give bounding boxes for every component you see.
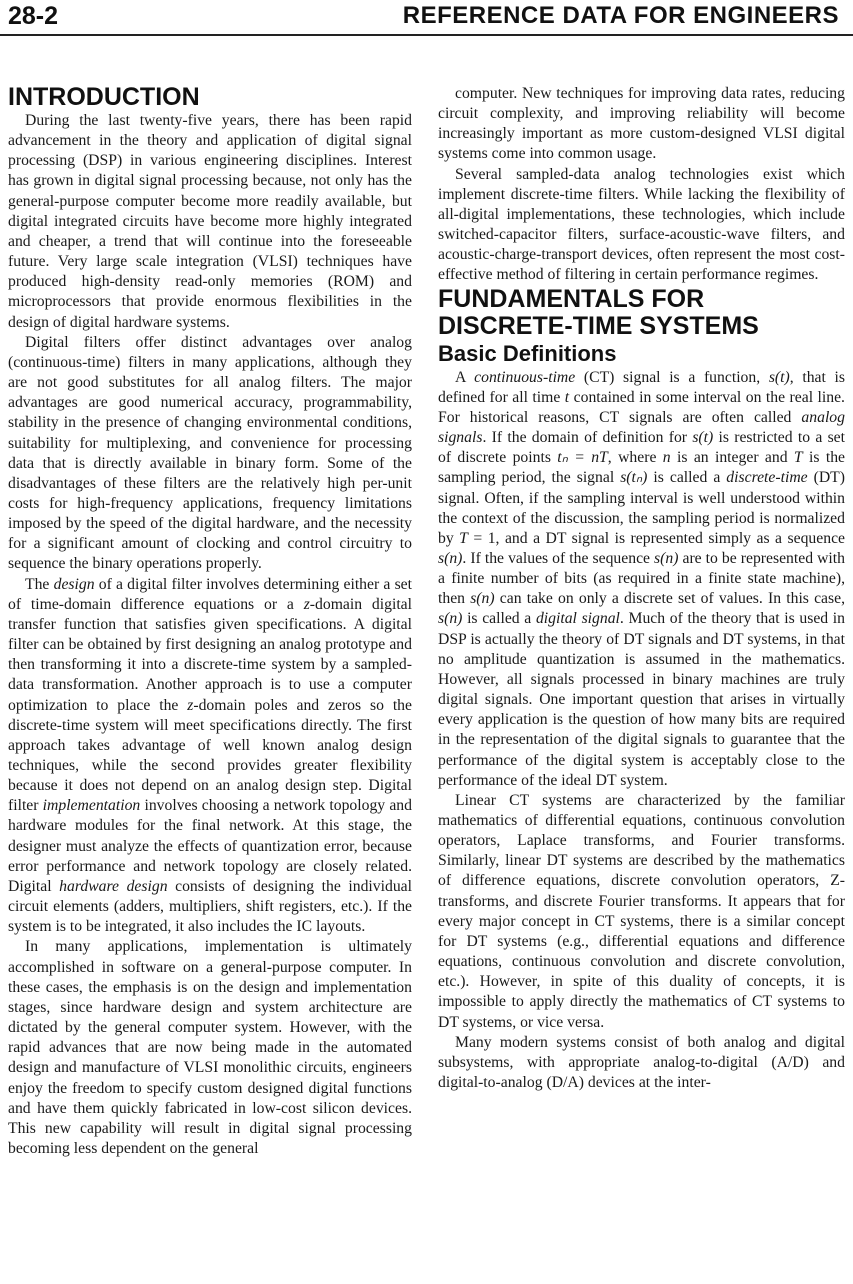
italic-term: s(n) bbox=[438, 610, 463, 628]
left-paragraphs bbox=[8, 111, 412, 1159]
text-run: . If the domain of definition for bbox=[482, 429, 693, 447]
italic-term: discrete-time bbox=[726, 469, 808, 487]
definitions-paragraph bbox=[438, 791, 845, 1033]
right-column bbox=[438, 84, 845, 1093]
text-run: Digital filters offer distinct advantages over analog (continuous-time) filters in many applications, although they are not good substitutes for all analog filters. The major advantages are good numerical accuracy, programmability, stability in the presence of changing environmental conditions, suitability for multiplexing, and convenience for processing data that is directly available in binary form. Some of the disadvantages of these filters are the relatively high per-unit costs for high-frequency applications, frequency limitations imposed by the speed of the digital hardware, and the necessity for a significant amount of clocking and control circuitry to sequence the binary operations properly. bbox=[8, 333, 412, 573]
text-run: Several sampled-data analog technologies exist which implement discrete-time filters. While lacking the flexibility of all-digital implementations, these technologies, which include switched-capacitor filters, surface-acoustic-wave filters, and acoustic-charge-transport devices, often represent the most cost-effective method of filtering in certain performance regimes. bbox=[438, 165, 845, 284]
italic-term: continuous-time bbox=[474, 368, 576, 386]
header-rule bbox=[0, 34, 853, 36]
text-run: , that is defined for all time bbox=[438, 368, 845, 406]
left-column-paragraph bbox=[8, 575, 412, 938]
italic-term: s(n) bbox=[654, 549, 679, 567]
text-run: are to be represented with a finite number of bits (as required in a finite state machine), then bbox=[438, 549, 845, 608]
text-run: In many applications, implementation is ultimately accomplished in software on a general-purpose computer. In these cases, the emphasis is on the design and implementation stages, since hardware design and system architecture are dictated by the general computer system. However, with the rapid advances that are now being made in the automated design and manufacture of VLSI monolithic circuits, engineers enjoy the freedom to specify custom designed digital functions and have them quickly fabricated in low-cost silicon devices. This new capability will result in digital signal processing becoming less dependent on the general bbox=[8, 938, 412, 1157]
left-column bbox=[8, 84, 412, 1159]
text-run: involves choosing a network topology and hardware modules for the final network. At this stage, the designer must analyze the effects of quantization error, because error performance and network topology are closely related. Digital bbox=[8, 797, 412, 895]
text-run: contained in some interval on the real line. For historical reasons, CT signals are often called bbox=[438, 388, 845, 426]
page-header bbox=[0, 0, 853, 36]
italic-term: implementation bbox=[42, 797, 141, 815]
text-run: is called a bbox=[462, 610, 536, 628]
text-run: (DT) signal. Often, if the sampling interval is well understood within the context of the discussion, the sampling period is normalized by bbox=[438, 469, 845, 547]
right-paragraphs-top bbox=[438, 84, 845, 286]
text-run: computer. New techniques for improving data rates, reducing circuit complexity, and improving reliability will become increasingly important as more custom-designed VLSI digital systems come into common usage. bbox=[438, 85, 845, 163]
italic-term: tₙ = nT bbox=[557, 449, 608, 467]
left-column-paragraph bbox=[8, 111, 412, 333]
italic-term: s(n) bbox=[438, 549, 463, 567]
text-run: consists of designing the individual circuit elements (adders, multipliers, shift registers, etc.). If the system is to be integrated, it also includes the IC layouts. bbox=[8, 877, 412, 936]
text-run: = 1, and a DT signal is represented simply as a sequence bbox=[467, 529, 845, 547]
text-run: -domain digital transfer function that satisfies given specifications. A digital filter can be obtained by first designing an analog prototype and then transforming it into a discrete-time system by a sampled-data transformation. Another approach is to use a computer optimization to place the bbox=[8, 595, 412, 714]
text-run: The bbox=[25, 575, 54, 593]
text-run: of a digital filter involves determining either a set of time-domain difference equations or a bbox=[8, 575, 412, 613]
italic-term: hardware design bbox=[59, 877, 168, 895]
italic-term: T bbox=[459, 529, 468, 547]
text-run: is restricted to a set of discrete points bbox=[438, 429, 845, 467]
section-heading-line-2: DISCRETE-TIME SYSTEMS bbox=[438, 311, 759, 340]
text-run: -domain poles and zeros so the discrete-time system will meet specifications directly. The first approach takes advantage of well known analog design techniques, while the second provides greater flexibility because it does not depend on an analog design step. Digital filter bbox=[8, 696, 412, 815]
italic-term: z bbox=[187, 696, 194, 714]
right-column-paragraph bbox=[438, 165, 845, 286]
text-run: . If the values of the sequence bbox=[462, 549, 655, 567]
italic-term: n bbox=[662, 449, 671, 467]
italic-term: s(t) bbox=[768, 368, 790, 386]
italic-term: analog signals bbox=[438, 408, 845, 447]
definitions-paragraph bbox=[438, 1033, 845, 1093]
italic-term: s(tₙ) bbox=[620, 469, 648, 487]
page-number: 28-2 bbox=[8, 2, 59, 30]
running-title: REFERENCE DATA FOR ENGINEERS bbox=[402, 2, 839, 29]
right-column-paragraph bbox=[438, 84, 845, 165]
definitions-paragraph bbox=[438, 368, 845, 791]
text-run: is called a bbox=[647, 469, 727, 487]
italic-term: T bbox=[793, 449, 803, 467]
left-column-paragraph bbox=[8, 937, 412, 1159]
left-column-paragraph bbox=[8, 333, 412, 575]
text-run: can take on only a discrete set of values. In this case, bbox=[494, 590, 845, 608]
text-run: Linear CT systems are characterized by the familiar mathematics of differential equations, continuous convolution operators, Laplace transforms, and Fourier transforms. Similarly, linear DT systems are described by the mathematics of difference equations, discrete convolution operators, Z-transforms, and discrete Fourier transforms. It appears that for every major concept in CT systems, there is a similar concept for DT systems (e.g., differential equations and difference equations, continuous convolution and discrete convolution, etc.). However, in spite of this duality of concepts, it is impossible to apply directly the mathematics of CT systems to DT systems, or vice versa. bbox=[438, 791, 845, 1031]
text-run: is the sampling period, the signal bbox=[438, 449, 846, 487]
italic-term: design bbox=[53, 575, 95, 593]
text-run: During the last twenty-five years, there has been rapid advancement in the theory and application of digital signal processing (DSP) in various engineering disciplines. Interest has grown in digital signal processing because, not only has the general-purpose computer become more readily available, but digital integrated circuits have become more highly integrated and cheaper, a trend that will continue into the foreseeable future. Very large scale integration (VLSI) techniques have produced high-density read-only memories (ROM) and microprocessors that provide enormous flexibilities in the design of digital hardware systems. bbox=[8, 112, 412, 331]
text-run: (CT) signal is a function, bbox=[575, 368, 769, 386]
right-paragraphs-bottom bbox=[438, 368, 845, 1094]
italic-term: s(t) bbox=[692, 429, 714, 447]
italic-term: s(n) bbox=[470, 590, 495, 608]
italic-term: z bbox=[303, 595, 310, 613]
text-run: , where bbox=[607, 449, 663, 467]
subsection-heading-basic-definitions: Basic Definitions bbox=[438, 340, 617, 366]
italic-term: t bbox=[564, 388, 570, 406]
section-heading-line-1: FUNDAMENTALS FOR bbox=[438, 284, 705, 313]
text-run: . Much of the theory that is used in DSP is actually the theory of DT signals and DT systems, in that no amplitude quantization is assumed in the mathematics. However, all signals processed in binary machines are truly digital signals. One important question that arises in virtually every application is the question of how many bits are required in the representation of the digital signals to guarantee that the performance of the digital system is acceptably close to the performance of the ideal DT system. bbox=[438, 610, 845, 789]
section-heading-fundamentals bbox=[438, 286, 845, 340]
section-heading-introduction: INTRODUCTION bbox=[8, 83, 200, 111]
italic-term: digital signal bbox=[535, 610, 620, 628]
text-run: is an integer and bbox=[670, 449, 794, 467]
text-run: Many modern systems consist of both analog and digital subsystems, with appropriate analog-to-digital (A/D) and digital-to-analog (D/A) devices at the inter- bbox=[438, 1033, 845, 1092]
text-run: A bbox=[455, 368, 475, 386]
